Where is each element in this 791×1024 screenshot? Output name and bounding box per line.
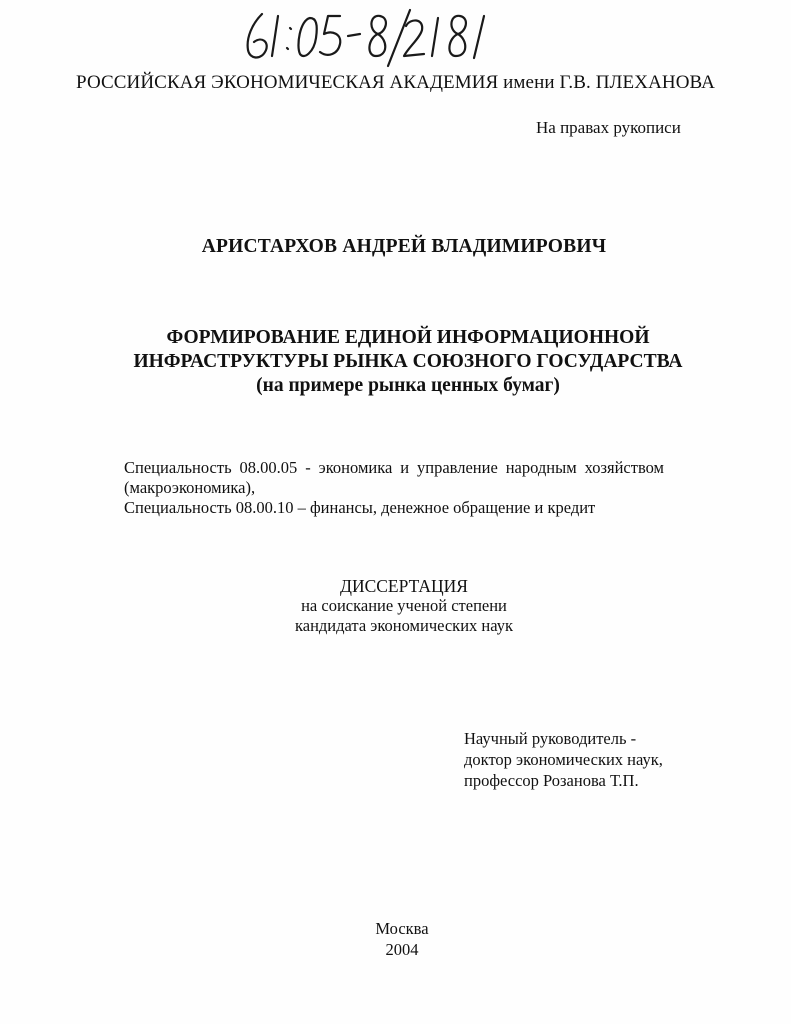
degree-line-1: на соискание ученой степени (301, 596, 507, 615)
supervisor-line-2: доктор экономических наук, (464, 750, 663, 769)
specialty-line-3: Специальность 08.00.10 – финансы, денежное обращение и кредит (124, 498, 596, 517)
specialty-line-2: (макроэкономика), (124, 478, 256, 497)
title-line-1: ФОРМИРОВАНИЕ ЕДИНОЙ ИНФОРМАЦИОННОЙ (166, 327, 650, 348)
degree-block (0, 576, 791, 636)
title-subtitle: (на примере рынка ценных бумаг) (256, 375, 560, 396)
dissertation-title (0, 326, 791, 398)
dissertation-heading: ДИССЕРТАЦИЯ (340, 576, 468, 596)
supervisor-line-1: Научный руководитель - (464, 729, 637, 748)
supervisor-block (464, 728, 663, 791)
city: Москва (375, 919, 429, 938)
year: 2004 (385, 940, 419, 959)
institution-name: РОССИЙСКАЯ ЭКОНОМИЧЕСКАЯ АКАДЕМИЯ имени Г.В. ПЛЕХАНОВА (76, 72, 715, 93)
degree-line-2: кандидата экономических наук (294, 616, 513, 635)
specialty-line-1: Специальность 08.00.05 - экономика и управление народным хозяйством (124, 458, 664, 477)
specialties-block (124, 458, 664, 518)
handwritten-archive-code (238, 6, 498, 70)
place-and-year (372, 918, 432, 960)
author-name: АРИСТАРХОВ АНДРЕЙ ВЛАДИМИРОВИЧ (201, 236, 607, 257)
supervisor-line-3: профессор Розанова Т.П. (464, 771, 639, 790)
manuscript-note: На правах рукописи (536, 118, 681, 137)
title-line-2: ИНФРАСТРУКТУРЫ РЫНКА СОЮЗНОГО ГОСУДАРСТВА (133, 351, 683, 372)
